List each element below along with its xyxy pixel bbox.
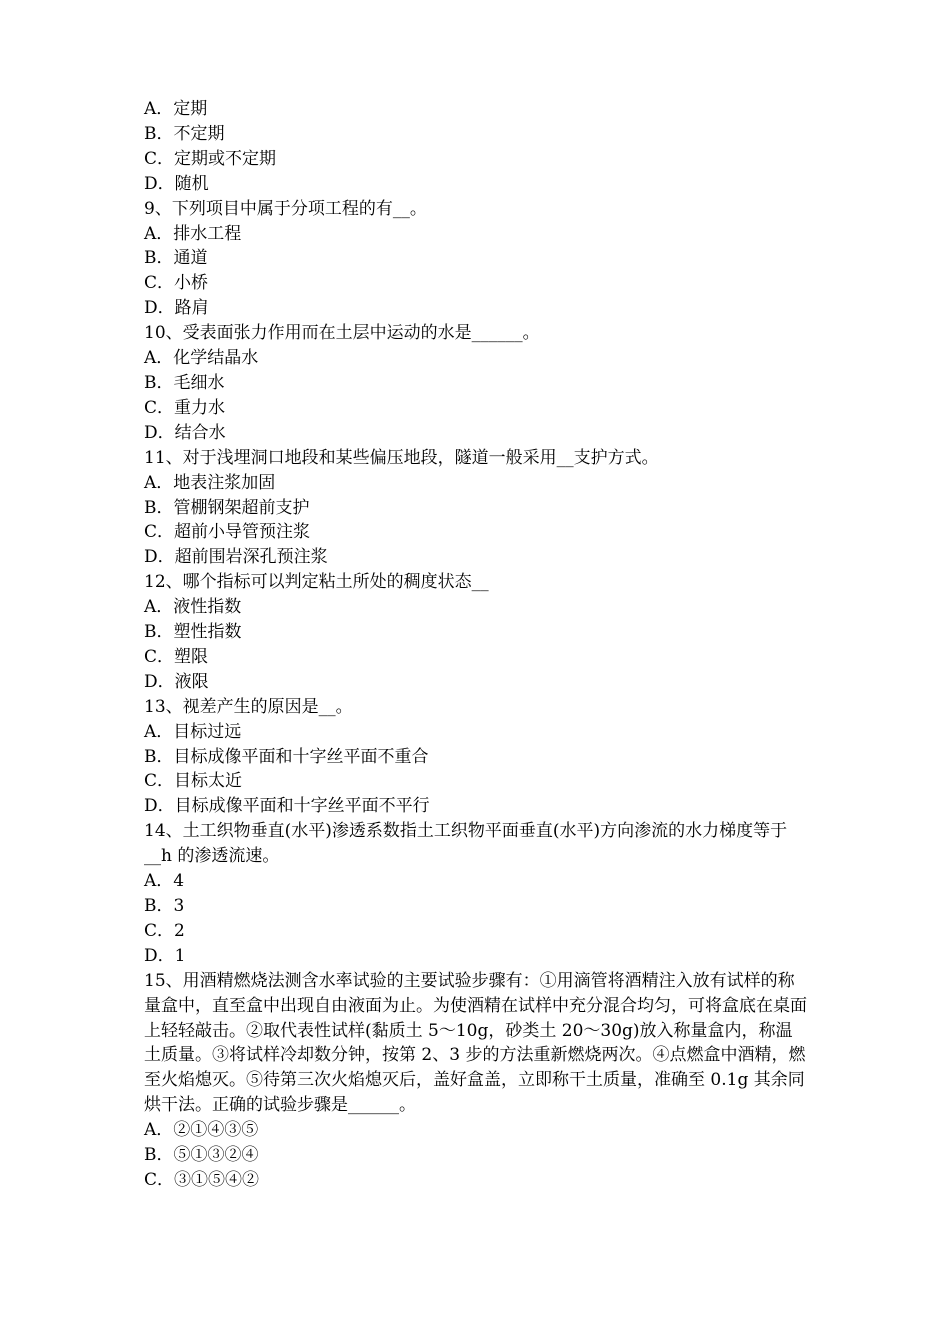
continued-options xyxy=(144,97,809,197)
option: B．目标成像平面和十字丝平面不重合 xyxy=(144,746,429,767)
option: D．结合水 xyxy=(144,422,226,443)
option: C．2 xyxy=(144,920,185,941)
option: B．不定期 xyxy=(144,123,225,144)
option: C．塑限 xyxy=(144,646,209,667)
option: A．液性指数 xyxy=(144,597,242,618)
question-11 xyxy=(144,446,809,571)
question-stem: 12、哪个指标可以判定粘土所处的稠度状态__ xyxy=(144,572,489,593)
option: D．超前围岩深孔预注浆 xyxy=(144,547,328,568)
option: C．重力水 xyxy=(144,397,226,418)
question-10 xyxy=(144,321,809,446)
question-14 xyxy=(144,819,809,968)
option: A．定期 xyxy=(144,99,208,119)
option: A．目标过远 xyxy=(144,721,242,742)
question-stem: 13、视差产生的原因是__。 xyxy=(144,696,353,717)
option: C．定期或不定期 xyxy=(144,148,277,169)
option: C．小桥 xyxy=(144,273,209,294)
question-12 xyxy=(144,570,809,695)
option: A．化学结晶水 xyxy=(144,348,259,369)
option: B．⑤①③②④ xyxy=(144,1145,259,1166)
option: B．管棚钢架超前支护 xyxy=(144,497,310,518)
option: B．通道 xyxy=(144,248,208,269)
question-9 xyxy=(144,197,809,322)
question-13 xyxy=(144,695,809,820)
question-stem: 10、受表面张力作用而在土层中运动的水是______。 xyxy=(144,323,540,344)
option: D．1 xyxy=(144,945,186,966)
option: A．地表注浆加固 xyxy=(144,472,276,493)
question-15 xyxy=(144,969,809,1193)
question-stem: 11、对于浅埋洞口地段和某些偏压地段，隧道一般采用__支护方式。 xyxy=(144,447,659,468)
option: B．塑性指数 xyxy=(144,622,242,643)
option: B．毛细水 xyxy=(144,372,225,393)
option: C．③①⑤④② xyxy=(144,1169,260,1190)
option: D．路肩 xyxy=(144,298,209,319)
question-stem: 15、用酒精燃烧法测含水率试验的主要试验步骤有：①用滴管将酒精注入放有试样的称量盒中，直至盒中出现自由液面为止。为使酒精在试样中充分混合均匀，可将盒底在桌面上轻轻敲击。②取代表性试样(黏质土 5～10g，砂类土 20～30g)放入称量盒内，称温土质量。③将试样冷却数分钟，按第 2、3 步的方法重新燃烧两次。④点燃盒中酒精，燃至火焰熄灭。⑤待第三次火焰熄灭后，盖好盒盖，立即称干土质量，准确至 0.1g 其余同烘干法。正确的试验步骤是______。 xyxy=(144,970,807,1116)
question-stem: 9、下列项目中属于分项工程的有__。 xyxy=(144,198,427,219)
option: A．4 xyxy=(144,871,185,892)
option: D．目标成像平面和十字丝平面不平行 xyxy=(144,796,430,817)
option: C．目标太近 xyxy=(144,771,243,792)
question-stem: 14、土工织物垂直(水平)渗透系数指土工织物平面垂直(水平)方向渗流的水力梯度等于__h 的渗透流速。 xyxy=(144,821,788,867)
option: A．排水工程 xyxy=(144,223,242,244)
option: D．液限 xyxy=(144,671,209,692)
option: C．超前小导管预注浆 xyxy=(144,522,311,543)
document-page xyxy=(144,97,809,1193)
option: A．②①④③⑤ xyxy=(144,1120,259,1141)
option: D．随机 xyxy=(144,173,209,194)
option: B．3 xyxy=(144,896,185,916)
